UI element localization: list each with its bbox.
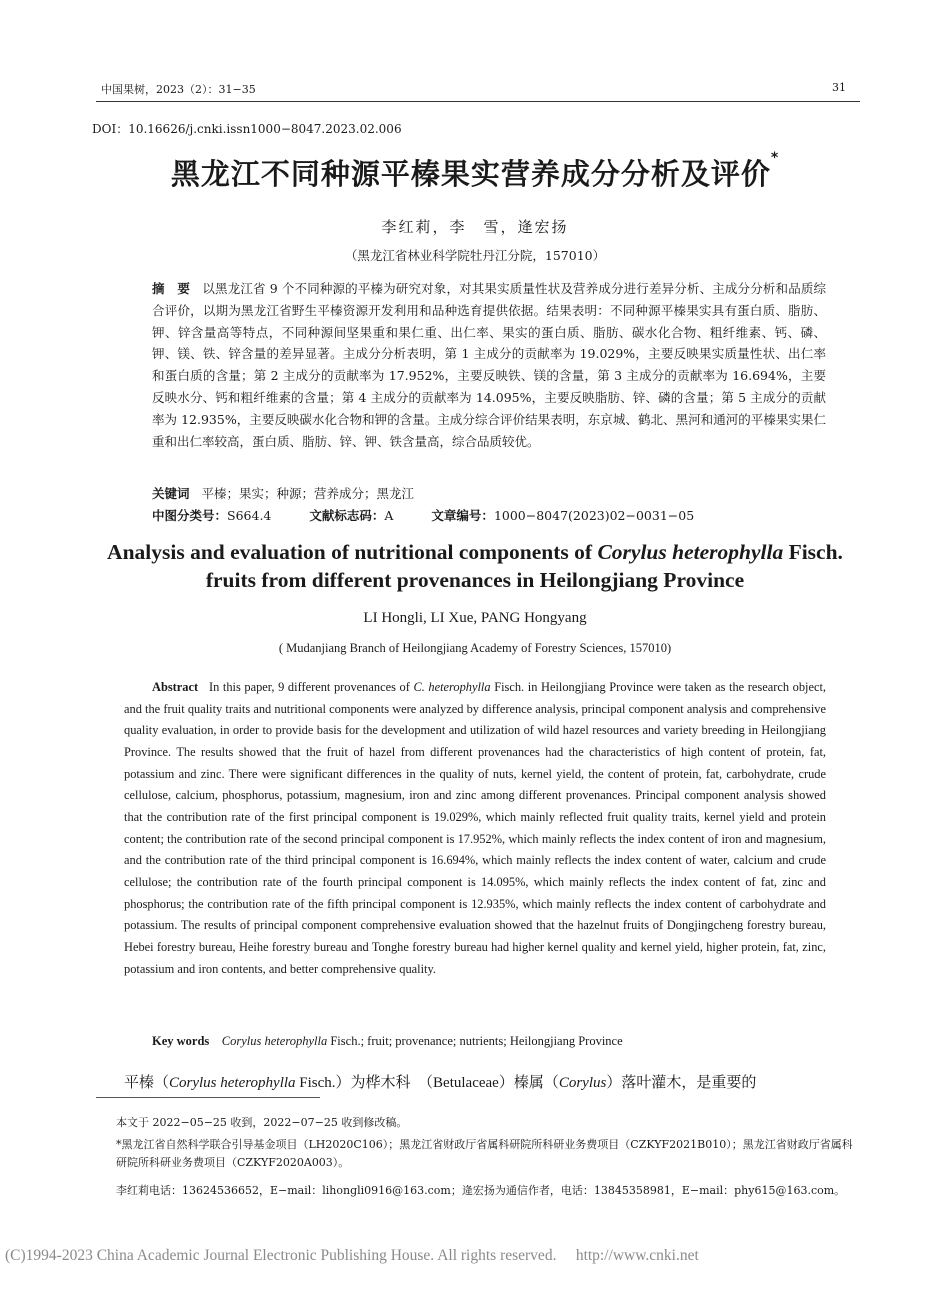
affiliation-en: ( Mudanjiang Branch of Heilongjiang Academy of Forestry Sciences, 157010) [278, 641, 672, 655]
keywords-cn-label: 关键词 [152, 486, 190, 501]
authors-cn: 李红莉，李 雪，逄宏扬 [381, 218, 569, 236]
keywords-en-label: Key words [152, 1034, 210, 1048]
title-en-line2: fruits from different provenances in Heilongjiang Province [205, 568, 745, 592]
footnote-received: 本文于 2022−05−25 收到，2022−07−25 收到修改稿。 [116, 1116, 408, 1129]
doc-code-value: A [384, 508, 394, 523]
authors-en: LI Hongli, LI Xue, PANG Hongyang [363, 610, 587, 626]
article-no-label: 文章编号： [431, 508, 494, 523]
keywords-cn-text: 平榛；果实；种源；营养成分；黑龙江 [201, 486, 414, 501]
abstract-en-label: Abstract [152, 680, 199, 694]
abstract-cn-label: 摘 要 [152, 281, 190, 296]
body-text-b: Fisch.）为桦木科 （Betulaceae）榛属（ [295, 1075, 559, 1091]
article-no-value: 1000−8047(2023)02−0031−05 [493, 508, 695, 523]
footnote-rule [96, 1097, 320, 1098]
body-species: Corylus heterophylla [169, 1075, 296, 1091]
affiliation-cn: （黑龙江省林业科学院牡丹江分院，157010） [344, 248, 606, 263]
keywords-en [152, 1034, 623, 1049]
doc-code-label: 文献标志码： [309, 508, 385, 523]
header-rule [96, 101, 860, 102]
body-text-c: ）落叶灌木，是重要的 [606, 1073, 757, 1091]
title-en-part1: Analysis and evaluation of nutritional components of [107, 540, 598, 564]
body-first-line [124, 1071, 864, 1092]
body-text-a: 平榛（ [124, 1073, 170, 1091]
body-genus: Corylus [558, 1075, 607, 1091]
abstract-en [124, 677, 826, 980]
running-header-journal: 中国果树，2023（2）：31−35 [101, 83, 256, 96]
footnote-funding: *黑龙江省自然科学联合引导基金项目（LH2020C106）；黑龙江省财政厅省属科研院所科研业务费项目（CZKYF2021B010）；黑龙江省财政厅省属科研院所科研业务费项目（CZKYF2020A003）。 [116, 1138, 853, 1169]
keywords-cn [152, 484, 414, 502]
abstract-en-text-a: In this paper, 9 different provenances of [208, 680, 414, 694]
page-number: 31 [832, 81, 846, 94]
title-en-part2: Fisch. [783, 540, 843, 564]
title-cn [0, 152, 950, 193]
title-cn-footnote-mark: * [770, 150, 780, 166]
abstract-cn-text: 以黑龙江省 9 个不同种源的平榛为研究对象，对其果实质量性状及营养成分进行差异分析、主成分分析和品质综合评价，以期为黑龙江省野生平榛资源开发利用和品种选育提供依据。结果表明：不同种源平榛果实具有蛋白质、脂肪、钾、锌含量高等特点，不同种源间坚果重和果仁重、出仁率、果实的蛋白质、脂肪、碳水化合物、粗纤维素、钙、磷、钾、镁、铁、锌含量的差异显著。主成分分析表明，第 1 主成分的贡献率为 19.029%，主要反映果实质量性状、出仁率和蛋白质的含量；第 2 主成分的贡献率为 17.952%，主要反映铁、镁的含量，第 3 主成分的贡献率为 16.694%，主要反映水分、钙和粗纤维素的含量；第 4 主成分的贡献率为 14.095%，主要反映脂肪、锌、磷的含量；第 5 主成分的贡献率为 12.935%，主要反映碳水化合物和钾的含量。主成分综合评价结果表明，东京城、鹤北、黑河和通河的平榛果实果仁重和出仁率较高，蛋白质、脂肪、锌、钾、铁含量高，综合品质较优。 [152, 281, 827, 449]
title-en [0, 538, 950, 594]
clc-value: S664.4 [227, 508, 272, 523]
abstract-en-species: C. heterophylla [413, 680, 491, 694]
doi: DOI：10.16626/j.cnki.issn1000−8047.2023.02.006 [92, 122, 402, 136]
keywords-en-species: Corylus heterophylla [221, 1034, 328, 1048]
title-cn-text: 黑龙江不同种源平榛果实营养成分分析及评价 [170, 157, 771, 191]
abstract-cn [152, 278, 826, 452]
classification-line [152, 506, 694, 524]
cnki-footer: (C)1994-2023 China Academic Journal Electronic Publishing House. All rights reserved. http://www.cnki.net [5, 1247, 699, 1264]
footnote-contact: 李红莉电话：13624536652，E−mail：lihongli0916@163.com；逄宏扬为通信作者，电话：13845358981，E−mail：phy615@163.com。 [116, 1184, 846, 1197]
title-en-species: Corylus heterophylla [597, 540, 784, 564]
keywords-en-text: Fisch.; fruit; provenance; nutrients; Heilongjiang Province [327, 1034, 623, 1048]
abstract-en-text-b: Fisch. in Heilongjiang Province were taken as the research object, and the fruit quality traits and nutritional components were analyzed by difference analysis, principal component analysis and comprehensive quality evaluation, in order to provide basis for the development and utilization of wild hazel resources and variety breeding in Heilongjiang Province. The results showed that the fruit of hazel from different provenances had the characteristics of high content of protein, fat, potassium and zinc. There were significant differences in the quality of nuts, kernel yield, the content of protein, fat, carbohydrate, crude cellulose, calcium, phosphorus, potassium, magnesium, iron and zinc among different provenances. Principal component analysis showed that the contribution rate of the first principal component is 19.029%, which mainly reflected fruit quality traits, kernel yield and protein content; the contribution rate of the second principal component is 17.952%, which mainly reflects the index content of iron and magnesium, and the contribution rate of the third principal component is 16.694%, which mainly reflects the index content of water, calcium and crude cellulose; the contribution rate of the fourth principal component is 14.095%, which mainly reflects the index content of fat, zinc and phosphorus; the contribution rate of the fifth principal component is 12.935%, which mainly reflects the index content of carbohydrate and potassium. The results of principal component comprehensive evaluation showed that the hazelnut fruits of Dongjingcheng forestry bureau, Hebei forestry bureau, Heihe forestry bureau and Tonghe forestry bureau had higher kernel quality and kernel yield, higher protein, fat, zinc, potassium and iron contents, and better comprehensive quality. [124, 680, 827, 976]
clc-label: 中图分类号： [152, 508, 228, 523]
